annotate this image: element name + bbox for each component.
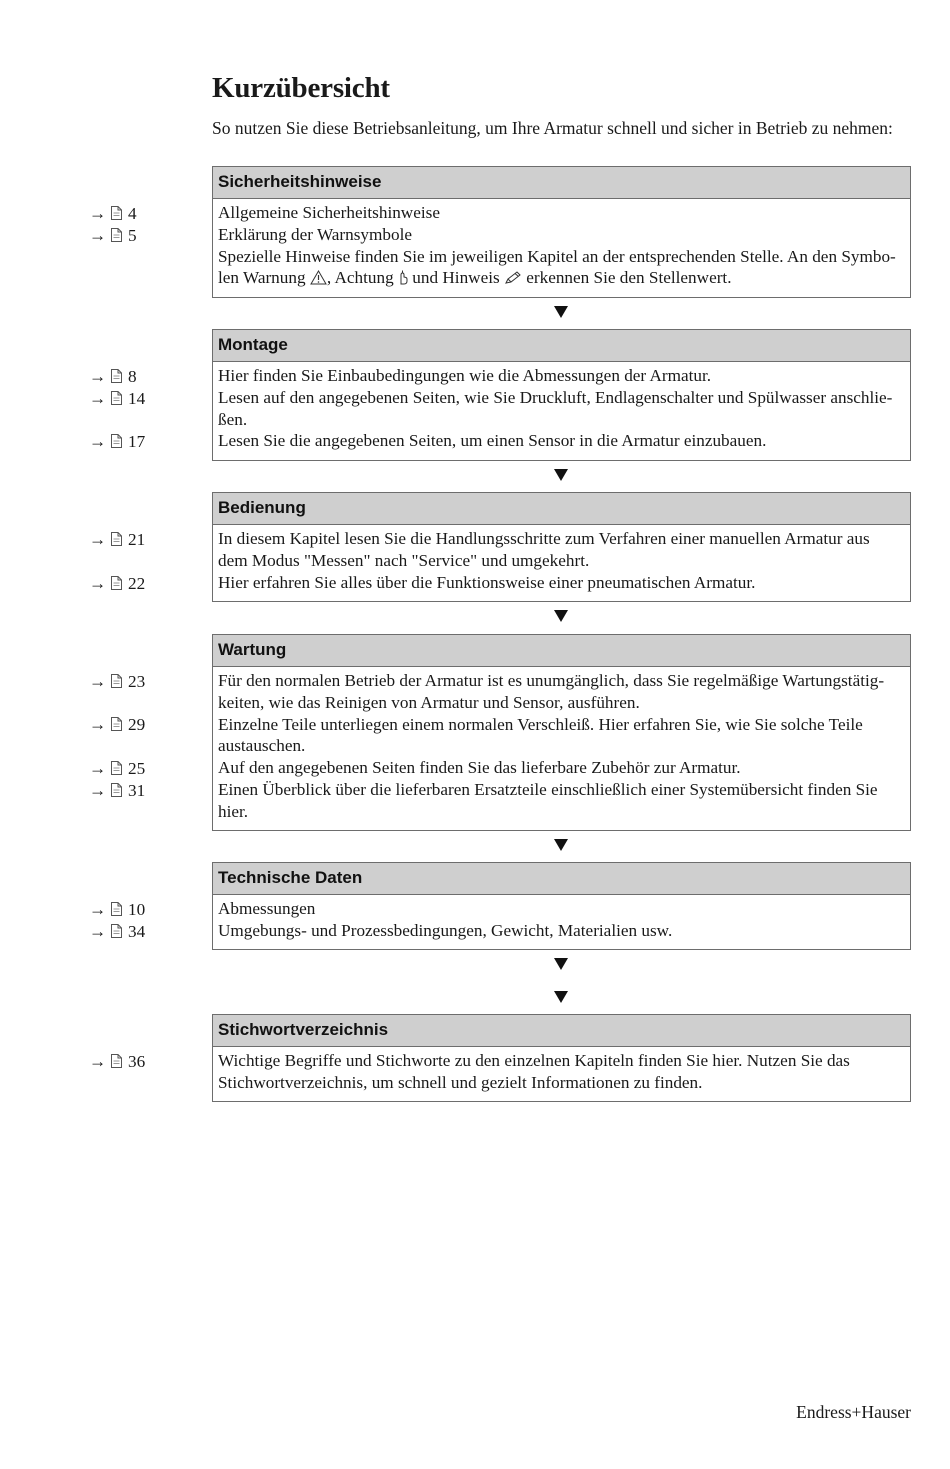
entry-line: Umgebungs- und Prozessbedingungen, Gewicht, Materialien usw. bbox=[218, 920, 673, 940]
section-heading: Sicherheitshinweise bbox=[213, 167, 910, 199]
pencil-note-icon bbox=[504, 269, 522, 291]
entry-line: ßen. bbox=[218, 409, 248, 429]
entry-line: Auf den angegebenen Seiten finden Sie das lieferbare Zubehör zur Armatur. bbox=[218, 758, 741, 778]
section-body bbox=[213, 1047, 910, 1098]
section-heading: Stichwortverzeichnis bbox=[213, 1015, 910, 1047]
warning-triangle-icon bbox=[310, 269, 327, 291]
page-ref: → 8 bbox=[89, 367, 137, 386]
hand-caution-icon bbox=[398, 269, 408, 291]
section-heading: Bedienung bbox=[213, 493, 910, 525]
entry-line: Lesen Sie die angegebenen Seiten, um einen Sensor in die Armatur einzubauen. bbox=[218, 431, 767, 451]
flow-arrow-down-icon bbox=[554, 469, 568, 481]
entry-line: Allgemeine Sicherheitshinweise bbox=[218, 203, 440, 222]
page-ref: → 29 bbox=[89, 715, 146, 734]
page-ref: → 36 bbox=[89, 1052, 146, 1071]
entry-line: Wichtige Begriffe und Stichworte zu den einzelnen Kapiteln finden Sie hier. Nutzen Sie das bbox=[218, 1051, 850, 1070]
entry-line: Lesen auf den angegebenen Seiten, wie Sie Druckluft, Endlagenschalter und Spülwasser anschlie- bbox=[218, 387, 893, 407]
entry-line bbox=[218, 267, 904, 291]
section-sicherheitshinweise bbox=[212, 166, 911, 298]
page-icon bbox=[111, 389, 122, 403]
page-title: Kurzübersicht bbox=[212, 72, 390, 104]
entry-line: Erklärung der Warnsymbole bbox=[218, 224, 412, 244]
entry-line: Abmessungen bbox=[218, 899, 316, 918]
entry-line: In diesem Kapitel lesen Sie die Handlungsschritte zum Verfahren einer manuellen Armatur aus bbox=[218, 529, 870, 548]
page-ref: → 17 bbox=[89, 432, 146, 451]
entry-line: dem Modus "Messen" nach "Service" und umgekehrt. bbox=[218, 550, 590, 570]
page-ref: → 10 bbox=[89, 900, 146, 919]
flow-arrow-down-icon bbox=[554, 991, 568, 1003]
entry-line: Für den normalen Betrieb der Armatur ist es unumgänglich, dass Sie regelmäßige Wartungstätig- bbox=[218, 671, 885, 690]
entry-line: austauschen. bbox=[218, 736, 306, 756]
page-icon bbox=[111, 715, 122, 729]
page-ref: → 5 bbox=[89, 226, 137, 245]
section-body bbox=[213, 525, 910, 597]
entry-text: len Warnung bbox=[218, 268, 306, 288]
page-icon bbox=[111, 781, 122, 795]
entry-line: Einzelne Teile unterliegen einem normalen Verschleiß. Hier erfahren Sie, wie Sie solche Teile bbox=[218, 714, 863, 734]
section-body bbox=[213, 199, 910, 295]
page-ref: → 14 bbox=[89, 389, 146, 408]
page-icon bbox=[111, 759, 122, 773]
entry-line: Hier finden Sie Einbaubedingungen wie die Abmessungen der Armatur. bbox=[218, 366, 712, 385]
page-icon bbox=[111, 900, 122, 914]
page-icon bbox=[111, 574, 122, 588]
page-ref: → 34 bbox=[89, 922, 146, 941]
section-heading: Wartung bbox=[213, 635, 910, 667]
entry-text: , Achtung bbox=[326, 268, 394, 288]
page-icon bbox=[111, 922, 122, 936]
page-ref: → 31 bbox=[89, 781, 146, 800]
section-body bbox=[213, 895, 910, 946]
page-icon bbox=[111, 367, 122, 381]
page-ref: → 25 bbox=[89, 759, 146, 778]
section-bedienung bbox=[212, 492, 911, 602]
flow-arrow-down-icon bbox=[554, 839, 568, 851]
section-heading: Technische Daten bbox=[213, 863, 910, 895]
page-icon bbox=[111, 204, 122, 218]
section-stichwortverzeichnis bbox=[212, 1014, 911, 1102]
entry-line: hier. bbox=[218, 801, 249, 821]
intro-text: So nutzen Sie diese Betriebsanleitung, um Ihre Armatur schnell und sicher in Betrieb zu nehmen: bbox=[212, 118, 893, 138]
section-montage bbox=[212, 329, 911, 461]
entry-line: Einen Überblick über die lieferbaren Ersatzteile einschließlich einer Systemübersicht finden Sie bbox=[218, 779, 878, 799]
page-icon bbox=[111, 1052, 122, 1066]
footer-brand: Endress+Hauser bbox=[796, 1402, 911, 1422]
page-icon bbox=[111, 432, 122, 446]
section-heading: Montage bbox=[213, 330, 910, 362]
flow-arrow-down-icon bbox=[554, 610, 568, 622]
section-body bbox=[213, 667, 910, 827]
section-technische-daten bbox=[212, 862, 911, 950]
section-body bbox=[213, 362, 910, 456]
page-ref: → 4 bbox=[89, 204, 137, 223]
section-wartung bbox=[212, 634, 911, 831]
entry-text: und Hinweis bbox=[412, 268, 500, 288]
page-icon bbox=[111, 226, 122, 240]
entry-line: keiten, wie das Reinigen von Armatur und Sensor, ausführen. bbox=[218, 692, 640, 712]
entry-line: Spezielle Hinweise finden Sie im jeweiligen Kapitel an der entsprechenden Stelle. An den Symbo- bbox=[218, 246, 896, 266]
page-icon bbox=[111, 672, 122, 686]
flow-arrow-down-icon bbox=[554, 958, 568, 970]
page-icon bbox=[111, 530, 122, 544]
entry-line: Stichwortverzeichnis, um schnell und gezielt Informationen zu finden. bbox=[218, 1072, 703, 1092]
page-ref: → 23 bbox=[89, 672, 146, 691]
page-ref: → 21 bbox=[89, 530, 146, 549]
page-ref: → 22 bbox=[89, 574, 146, 593]
flow-arrow-down-icon bbox=[554, 306, 568, 318]
entry-text: erkennen Sie den Stellenwert. bbox=[526, 268, 732, 288]
entry-line: Hier erfahren Sie alles über die Funktionsweise einer pneumatischen Armatur. bbox=[218, 572, 756, 592]
